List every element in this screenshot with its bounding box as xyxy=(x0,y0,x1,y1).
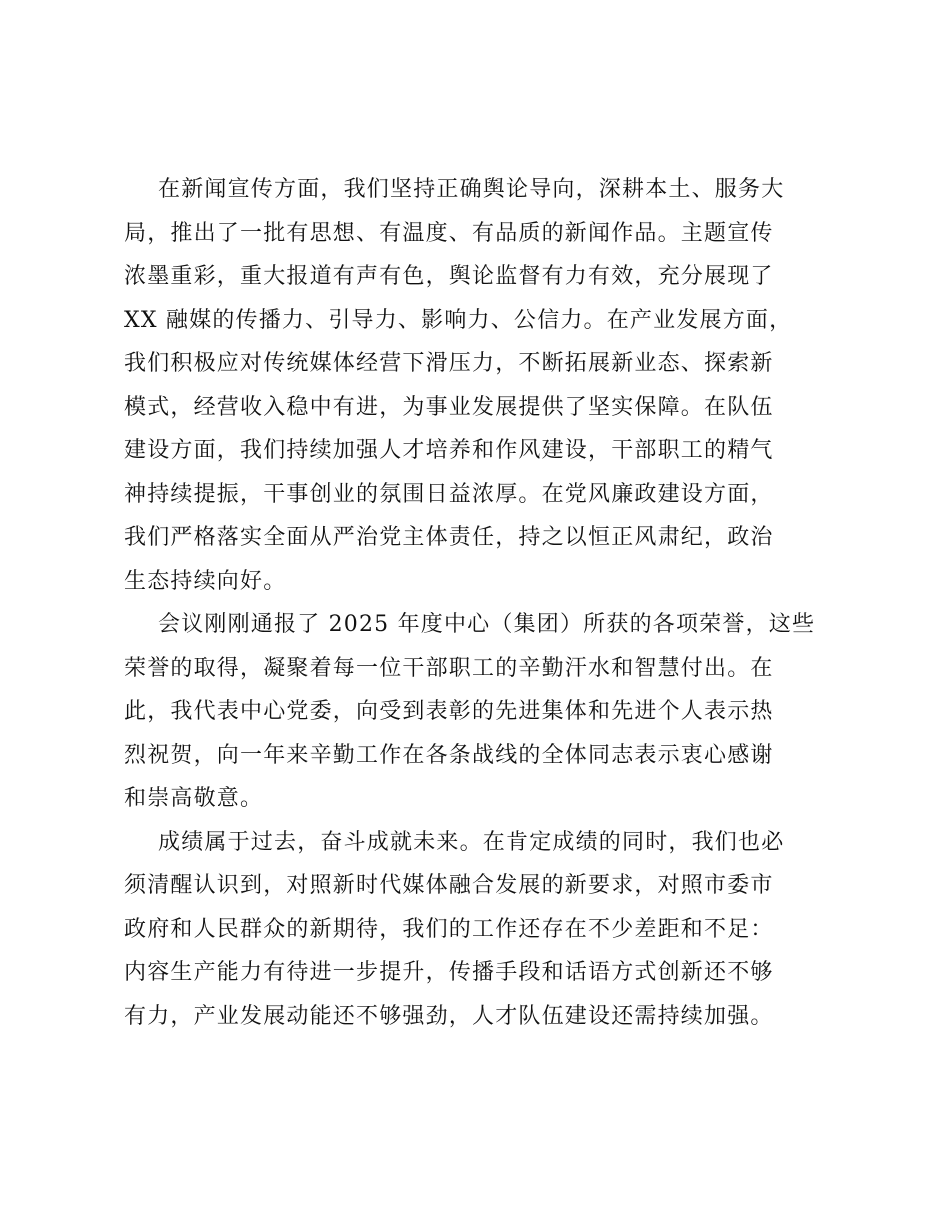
text-line: 有力，产业发展动能还不够强劲，人才队伍建设还需持续加强。 xyxy=(124,1003,774,1029)
text-line: 荣誉的取得，凝聚着每一位干部职工的辛勤汗水和智慧付出。在 xyxy=(124,655,774,681)
text-line: 浓墨重彩，重大报道有声有色，舆论监督有力有效，充分展现了 xyxy=(124,264,774,289)
text-line: 内容生产能力有待进一步提升，传播手段和话语方式创新还不够 xyxy=(124,960,774,985)
text-line: 须清醒认识到，对照新时代媒体融合发展的新要求，对照市委市 xyxy=(124,873,774,898)
text-line: 建设方面，我们持续加强人才培养和作风建设，干部职工的精气 xyxy=(124,438,774,463)
text-line: 局，推出了一批有思想、有温度、有品质的新闻作品。主题宣传 xyxy=(124,220,774,246)
text-line: 会议刚刚通报了 2025 年度中心（集团）所获的各项荣誉，这些 xyxy=(158,612,816,637)
paragraph-shortcomings xyxy=(124,821,824,1039)
text-line: 我们严格落实全面从严治党主体责任，持之以恒正风肃纪，政治 xyxy=(124,525,774,550)
text-line: XX 融媒的传播力、引导力、影响力、公信力。在产业发展方面， xyxy=(124,307,793,333)
text-line: 此，我代表中心党委，向受到表彰的先进集体和先进个人表示热 xyxy=(124,699,774,724)
text-line: 在新闻宣传方面，我们坚持正确舆论导向，深耕本土、服务大 xyxy=(158,177,785,202)
text-line: 神持续提振，干事创业的氛围日益浓厚。在党风廉政建设方面， xyxy=(124,481,774,507)
text-line: 成绩属于过去，奋斗成就未来。在肯定成绩的同时，我们也必 xyxy=(158,829,785,855)
paragraph-honors xyxy=(124,603,824,821)
text-line: 生态持续向好。 xyxy=(124,568,287,594)
text-line: 政府和人民群众的新期待，我们的工作还存在不少差距和不足： xyxy=(124,916,774,942)
document-body xyxy=(124,168,824,1038)
text-line: 烈祝贺，向一年来辛勤工作在各条战线的全体同志表示衷心感谢 xyxy=(124,742,774,768)
text-line: 模式，经营收入稳中有进，为事业发展提供了坚实保障。在队伍 xyxy=(124,394,774,420)
text-line: 和崇高敬意。 xyxy=(124,786,264,811)
text-line: 我们积极应对传统媒体经营下滑压力，不断拓展新业态、探索新 xyxy=(124,351,774,376)
paragraph-achievements xyxy=(124,168,824,603)
